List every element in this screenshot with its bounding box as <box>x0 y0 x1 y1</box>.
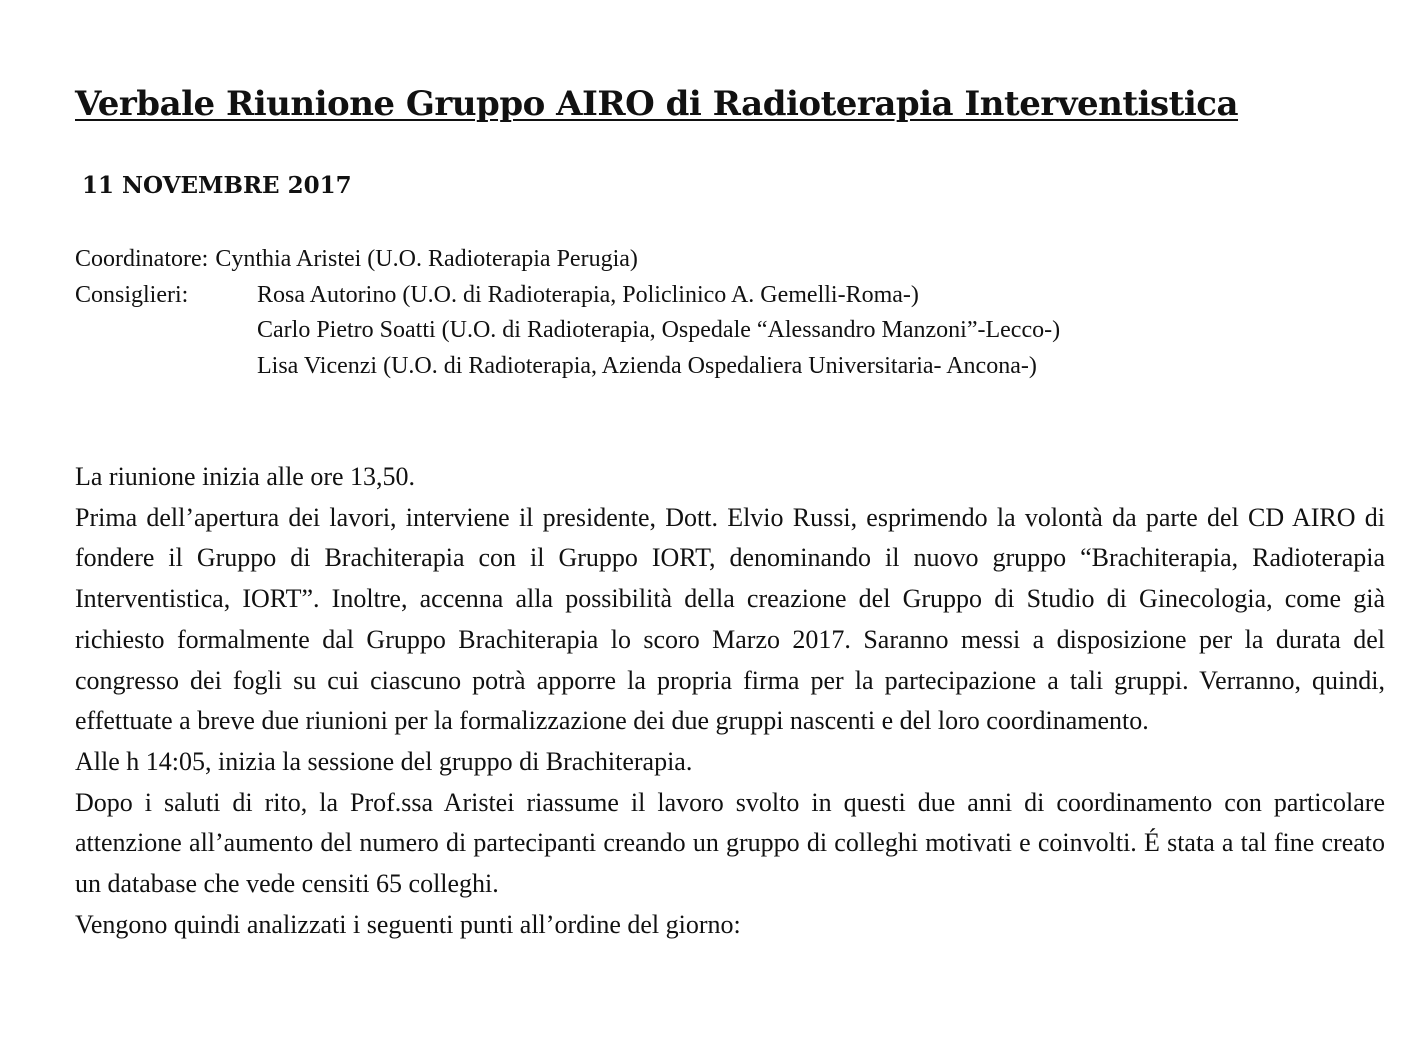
paragraph-session-start: Alle h 14:05, inizia la sessione del gruppo di Brachiterapia. <box>75 746 693 776</box>
coordinator-row <box>75 242 1385 278</box>
minutes-body <box>75 457 1385 945</box>
councillor-row <box>75 278 1385 314</box>
document-title: Verbale Riunione Gruppo AIRO di Radioterapia Interventistica <box>75 84 1239 124</box>
paragraph-agenda-intro: Vengono quindi analizzati i seguenti punti all’ordine del giorno: <box>75 909 741 939</box>
paragraph-president-intro: Prima dell’apertura dei lavori, interviene il presidente, Dott. Elvio Russi, esprimendo la volontà da parte del CD AIRO di fondere il Gruppo di Brachiterapia con il Gruppo IORT, denominando il nuovo gruppo “Brachiterapia, Radioterapia Interventistica, IORT”. Inoltre, accenna alla possibilità della creazione del Gruppo di Studio di Ginecologia, come già richiesto formalmente dal Gruppo Brachiterapia lo scoro Marzo 2017. Saranno messi a disposizione per la durata del congresso dei fogli su cui ciascuno potrà apporre la propria firma per la partecipazione a tali gruppi. Verranno, quindi, effettuate a breve due riunioni per la formalizzazione dei due gruppi nascenti e del loro coordinamento. <box>75 502 1385 736</box>
councillor-name: Carlo Pietro Soatti (U.O. di Radioterapia, Ospedale “Alessandro Manzoni”-Lecco-) <box>257 317 1061 343</box>
councillor-row <box>75 313 1385 349</box>
participants-block <box>75 242 1385 384</box>
councillor-name: Lisa Vicenzi (U.O. di Radioterapia, Azienda Ospedaliera Universitaria- Ancona-) <box>257 352 1037 379</box>
paragraph-start-time: La riunione inizia alle ore 13,50. <box>75 462 416 491</box>
coordinator-name: Cynthia Aristei (U.O. Radioterapia Perugia) <box>215 246 638 272</box>
councillor-row <box>75 349 1385 385</box>
meeting-date: 11 NOVEMBRE 2017 <box>82 172 352 199</box>
paragraph-coordinator-summary: Dopo i saluti di rito, la Prof.ssa Aristei riassume il lavoro svolto in questi due anni di coordinamento con particolare attenzione all’aumento del numero di partecipanti creando un gruppo di colleghi motivati e coinvolti. É stata a tal fine creato un database che vede censiti 65 colleghi. <box>75 787 1385 899</box>
councillors-label: Consiglieri: <box>75 281 189 308</box>
councillor-name: Rosa Autorino (U.O. di Radioterapia, Policlinico A. Gemelli-Roma-) <box>257 281 919 308</box>
coordinator-label: Coordinatore: <box>75 246 209 272</box>
